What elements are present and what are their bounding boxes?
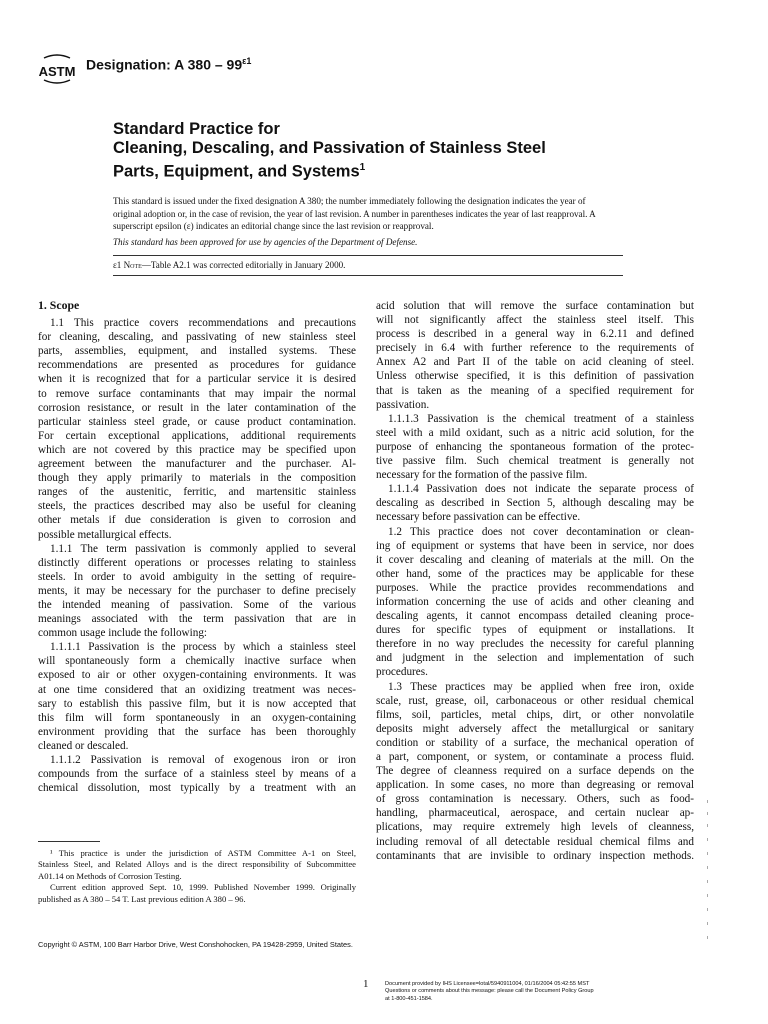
body-line: cleaned or descaled.	[38, 739, 129, 752]
body-line: 1.1.1 The term passivation is commonly applied to several	[50, 542, 356, 555]
body-line: it cover descaling and cleaning of materials at the mill. On the	[376, 553, 694, 566]
intro-line: This standard is issued under the fixed designation A 380; the number immediately following the designation indicates the year of	[113, 196, 586, 206]
body-line: passivation.	[376, 398, 430, 411]
body-line: plications, may require extremely high levels of cleanness,	[376, 821, 694, 834]
body-line: application. In some cases, no more than degreasing or removal	[376, 779, 694, 792]
body-line: ments, it may be necessary for the purchaser to define precisely	[38, 584, 356, 597]
body-line: 1.1 This practice covers recommendations and precautions	[50, 317, 356, 330]
title-line: Cleaning, Descaling, and Passivation of Stainless Steel	[113, 139, 546, 157]
body-line: tive passive film. Such chemical treatment is generally not	[376, 455, 694, 468]
body-line: chemical dissolution, most typically by a treatment with an	[38, 782, 356, 795]
designation	[86, 56, 251, 73]
body-line: handling, pharmaceutical, aerospace, and certain nuclear ap-	[376, 807, 694, 820]
designation-text: Designation: A 380 – 99	[86, 56, 243, 73]
body-line: at one time considered that an oxidizing treatment was neces-	[38, 683, 356, 696]
document-title	[113, 120, 673, 182]
body-line: for cleaning, descaling, and passivating of new stainless steel	[38, 331, 356, 344]
body-line: to remove surface contaminants that may impair the normal	[38, 387, 356, 400]
body-line: ranges of the austenitic, ferritic, and martensitic stainless	[38, 486, 356, 499]
body-line: condition or stability of a surface, the mechanical operation of	[376, 736, 694, 749]
body-line: purposes. While the practice provides recommendations and	[376, 581, 694, 594]
body-line: 1.1.1.2 Passivation is removal of exogenous iron or iron	[50, 754, 356, 766]
provided-line: Questions or comments about this message: please call the Document Policy Group	[385, 988, 594, 995]
title-line	[113, 158, 673, 182]
body-line: acid solution that will remove the surface contamination but	[376, 300, 694, 312]
left-column	[38, 298, 356, 795]
body-line: 1.1.1.3 Passivation is the chemical treatment of a stainless	[388, 412, 694, 425]
body-line: common usage include the following:	[38, 627, 208, 640]
body-line: contaminants that are invisible to ordinary inspection methods.	[376, 849, 694, 862]
footnote-line: published as A 380 – 54 T. Last previous edition A 380 – 96.	[38, 893, 246, 904]
footnote-line: ¹ This practice is under the jurisdiction of ASTM Committee A-1 on Steel,	[50, 848, 356, 858]
body-line: purpose of enhancing the spontaneous formation of the protec-	[376, 440, 694, 453]
note-label: Note	[123, 260, 142, 270]
editorial-note	[113, 260, 345, 270]
body-line: other hand, some of the practices may be applicable for these	[376, 567, 694, 580]
body-line: Annex A2 and Part II of the table on acid cleaning of steel.	[376, 356, 694, 369]
body-line: when it is recognized that for a particular service it is desired	[38, 373, 356, 386]
body-line: steels, the practices described may also be useful for cleaning	[38, 500, 356, 513]
body-line: compounds from the surface of a stainless steel by means of a	[38, 768, 356, 781]
body-line: possible metallurgical effects.	[38, 528, 172, 541]
body-line: ing of equipment or systems that have been in service, nor does	[376, 539, 694, 552]
approval-statement: This standard has been approved for use by agencies of the Department of Defense.	[113, 237, 418, 247]
footnote	[38, 848, 356, 905]
body-line: Unless otherwise specified, it is this definition of passivation	[376, 370, 694, 383]
body-line: distinctly different operations or processes relating to stainless	[38, 556, 356, 569]
designation-superscript: ε1	[242, 56, 252, 66]
body-line: descaling agents, it cannot encompass detailed cleaning proce-	[376, 610, 694, 623]
body-line: necessary before passivation can be effective.	[376, 511, 581, 524]
body-line: 1.3 These practices may be applied when free iron, oxide	[388, 680, 694, 693]
body-line: necessary for the formation of the passive film.	[376, 469, 588, 482]
footnote-line: A01.14 on Methods of Corrosion Testing.	[38, 870, 182, 881]
body-line: this film will form spontaneously in an oxygen-containing	[38, 711, 356, 724]
body-line: information concerning the use of acids and other cleaning and	[376, 595, 694, 608]
footnote-rule	[38, 841, 100, 842]
body-line: the intended meaning of passivation. Some of the various	[38, 598, 356, 611]
body-line: 1.2 This practice does not cover decontamination or clean-	[388, 525, 694, 538]
intro-line: superscript epsilon (ε) indicates an editorial change since the last revision or reapproval.	[113, 221, 434, 232]
body-line: precisely in 6.4 with further reference to the requirements of	[376, 342, 694, 355]
body-line: of gross contamination is necessary. Others, such as food-	[376, 793, 694, 806]
note-epsilon: ε1	[113, 260, 122, 270]
divider-bottom	[113, 275, 623, 276]
body-line: steels. In order to avoid ambiguity in the setting of require-	[38, 570, 356, 583]
body-line: including removal of all detectable residual chemical films and	[376, 835, 694, 848]
intro-paragraph	[113, 195, 623, 233]
body-line: 1.1.1.1 Passivation is the process by which a stainless steel	[50, 641, 356, 654]
body-line: and judgment in the selection and implementation of such	[376, 652, 694, 665]
body-line: a part, component, or system, or contaminate a process fluid.	[376, 751, 694, 763]
body-line: though they apply primarily to materials in the composition	[38, 472, 356, 485]
body-line: environment providing that the surface has been thoroughly	[38, 725, 356, 738]
note-text: —Table A2.1 was corrected editorially in January 2000.	[141, 260, 346, 270]
body-line: will spontaneously form a chemically inactive surface when	[38, 655, 356, 668]
body-line: descaling as described in Section 5, although descaling may be	[376, 497, 694, 510]
body-line: therefore in no way precludes the necessity for careful planning	[376, 638, 694, 651]
title-line-text: Parts, Equipment, and Systems	[113, 162, 360, 181]
title-line: Standard Practice for	[113, 120, 280, 138]
body-line: For certain exceptional applications, additional requirements	[38, 429, 356, 442]
body-line: films, soil, particles, metal chips, dirt, or other nonvolatile	[376, 708, 694, 721]
title-footnote-mark: 1	[359, 162, 366, 173]
body-line: corrosion resistance, or result in the later contamination of the	[38, 401, 356, 414]
body-line: process is described in a general way in 6.2.11 and defined	[376, 328, 694, 341]
body-line: deposits might adversely affect the metallurgical or sanitary	[376, 722, 694, 735]
body-line: parts, assemblies, equipment, and installed systems. These	[38, 345, 356, 358]
body-line: steel with a mild oxidant, such as a nitric acid solution, for the	[376, 426, 694, 439]
body-line: other metals if due consideration is given to corrosion and	[38, 514, 356, 527]
body-line: exposed to air or other oxygen-containing environments. It was	[38, 669, 356, 682]
right-column	[376, 299, 694, 863]
body-line: procedures.	[376, 666, 428, 679]
body-line: dures for specific types of equipment or installations. It	[376, 624, 694, 637]
intro-line: original adoption or, in the case of revision, the year of last revision. A number in parentheses indicates the year of last reapproval. A	[113, 208, 596, 219]
copyright: Copyright © ASTM, 100 Barr Harbor Drive, West Conshohocken, PA 19428-2959, United States.	[38, 940, 353, 949]
page-number: 1	[363, 978, 369, 990]
divider-top	[113, 255, 623, 256]
body-line: The degree of cleanness required on a surface depends on the	[376, 765, 694, 778]
provided-by-notice	[385, 981, 594, 1003]
astm-logo	[38, 50, 76, 88]
scan-edge-marks	[706, 800, 710, 950]
body-line: scale, rust, grease, oil, carbonaceous or other residual chemical	[376, 694, 694, 707]
astm-logo-text: ASTM	[38, 64, 76, 79]
body-line: 1.1.1.4 Passivation does not indicate the separate process of	[388, 483, 694, 496]
section-heading: 1. Scope	[38, 298, 80, 312]
footnote-line: Current edition approved Sept. 10, 1999. Published November 1999. Originally	[50, 882, 356, 893]
body-line: will not significantly affect the stainless steel itself. This	[376, 314, 694, 327]
footnote-line: Stainless Steel, and Related Alloys and is the direct responsibility of Subcommittee	[38, 859, 356, 870]
body-line: agreement between the manufacturer and the purchaser. Al-	[38, 458, 356, 471]
body-line: which are not covered by this practice may be specified upon	[38, 443, 356, 456]
body-line: sary to establish this passive film, but it is now accepted that	[38, 697, 356, 710]
body-line: particular stainless steel grade, or cause product contamination.	[38, 415, 356, 428]
provided-line: at 1-800-451-1584.	[385, 995, 433, 1002]
body-line: that is taken as the meaning of a specified requirement for	[376, 384, 694, 397]
provided-line: Document provided by IHS Licensee=lotal/5940911004, 01/16/2004 05:42:55 MST	[385, 981, 590, 987]
body-line: recommendations are presented as procedures for guidance	[38, 359, 356, 372]
body-line: meanings associated with the term passivation that are in	[38, 613, 356, 626]
